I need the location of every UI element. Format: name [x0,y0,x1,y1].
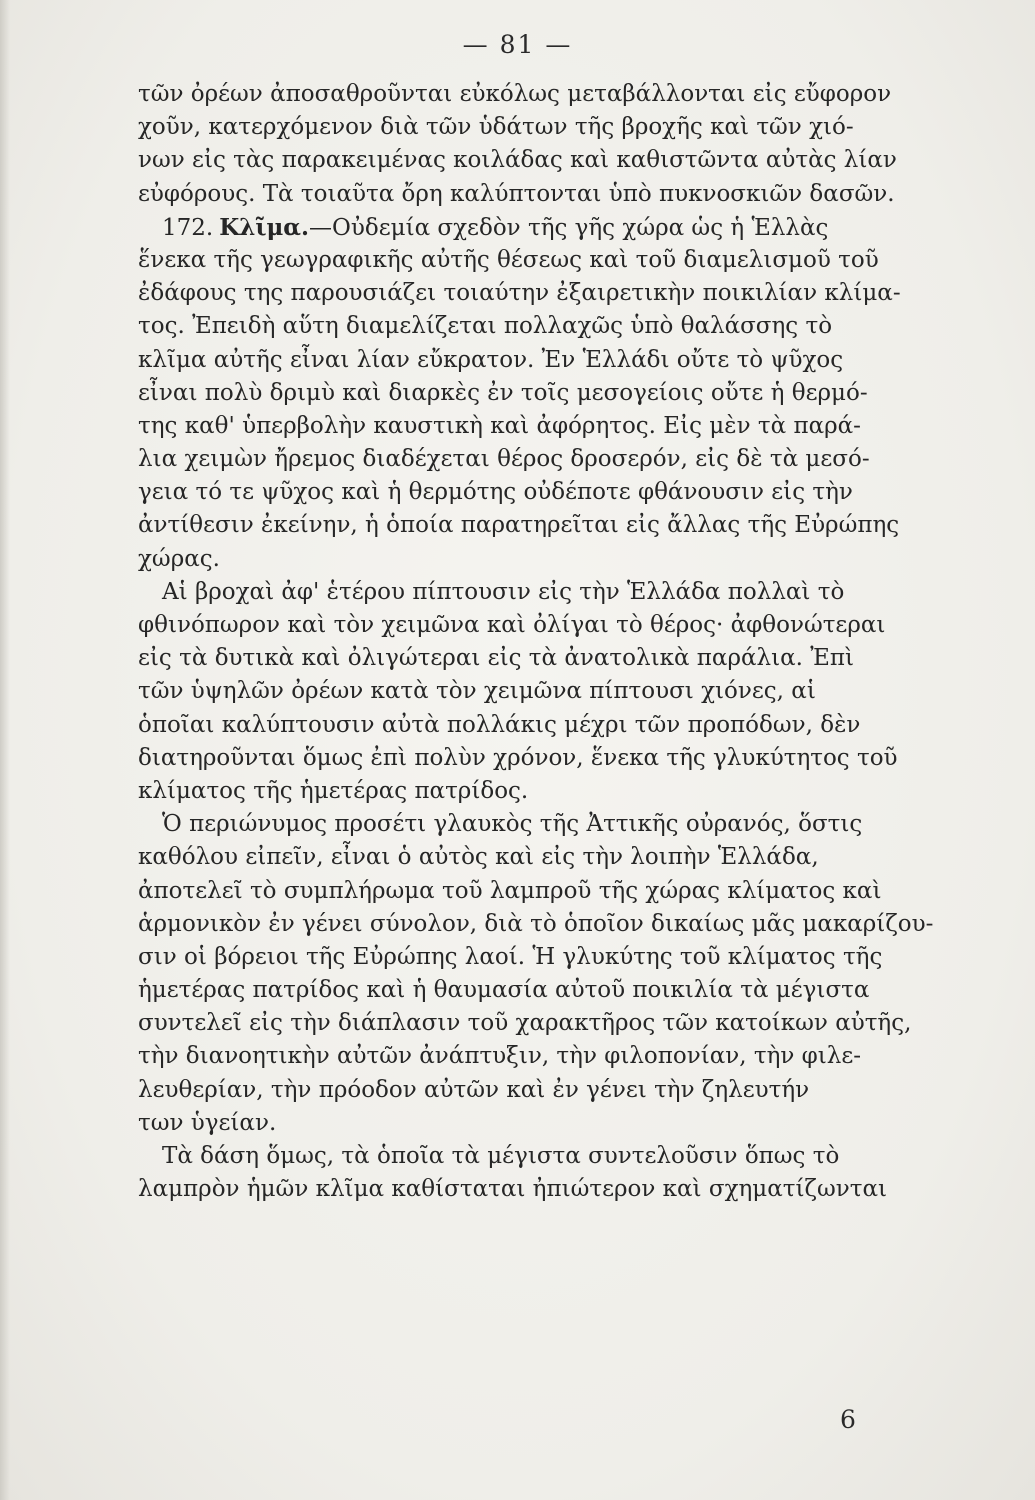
paragraph-start-line: Αἱ βροχαὶ ἀφ' ἑτέρου πίπτουσιν εἰς τὴν Ἑλλάδα πολλαὶ τὸ [162,578,845,605]
section-number: 172. [162,214,214,241]
text-line: λαμπρὸν ἡμῶν κλῖμα καθίσταται ἠπιώτερον καὶ σχηματίζωνται [138,1176,888,1203]
text-line: λια χειμὼν ἤρεμος διαδέχεται θέρος δροσερόν, εἰς δὲ τὰ μεσό- [138,446,870,473]
text-line: φθινόπωρον καὶ τὸν χειμῶνα καὶ ὀλίγαι τὸ θέρος· ἀφθονώτεραι [138,612,886,638]
paragraph-start-line: Τὰ δάση ὅμως, τὰ ὁποῖα τὰ μέγιστα συντελοῦσιν ὅπως τὸ [162,1143,840,1169]
text-line: ἀντίθεσιν ἐκείνην, ἡ ὁποία παρατηρεῖται εἰς ἄλλας τῆς Εὐρώπης [138,512,900,539]
text-line: γεια τό τε ψῦχος καὶ ἡ θερμότης οὐδέποτε φθάνουσιν εἰς τὴν [138,479,853,506]
text-line: κλίματος τῆς ἡμετέρας πατρίδος. [138,777,529,804]
paragraph-start-line: Ὁ περιώνυμος προσέτι γλαυκὸς τῆς Ἀττικῆς οὐρανός, ὅστις [162,811,863,838]
section-title: Κλῖμα. [219,213,310,241]
text-line: εἶναι πολὺ δριμὺ καὶ διαρκὲς ἐν τοῖς μεσογείοις οὔτε ἡ θερμό- [138,379,868,406]
section-lead-text: —Οὐδεμία σχεδὸν τῆς γῆς χώρα ὡς ἡ Ἑλλὰς [309,214,829,241]
text-line: ἕνεκα τῆς γεωγραφικῆς αὐτῆς θέσεως καὶ τοῦ διαμελισμοῦ τοῦ [138,246,879,273]
text-line: ὁποῖαι καλύπτουσιν αὐτὰ πολλάκις μέχρι τῶν προπόδων, δὲν [138,711,861,738]
text-line: διατηροῦνται ὅμως ἐπὶ πολὺν χρόνον, ἕνεκα τῆς γλυκύτητος τοῦ [138,744,898,771]
text-line: σιν οἱ βόρειοι τῆς Εὐρώπης λαοί. Ἡ γλυκύτης τοῦ κλίματος τῆς [138,943,883,970]
text-line: λευθερίαν, τὴν πρόοδον αὐτῶν καὶ ἐν γένει τὴν ζηλευτήν [138,1076,810,1103]
text-line: κλῖμα αὐτῆς εἶναι λίαν εὔκρατον. Ἐν Ἑλλάδι οὔτε τὸ ψῦχος [138,346,844,373]
text-line: συντελεῖ εἰς τὴν διάπλασιν τοῦ χαρακτῆρος τῶν κατοίκων αὐτῆς, [138,1010,912,1037]
body-text [138,78,938,1206]
text-line: ἡμετέρας πατρίδος καὶ ἡ θαυμασία αὐτοῦ ποικιλία τὰ μέγιστα [138,977,870,1004]
signature-mark: 6 [840,1405,856,1434]
text-line: τῶν ὑψηλῶν ὀρέων κατὰ τὸν χειμῶνα πίπτουσι χιόνες, αἱ [138,678,816,705]
text-line: της καθ' ὑπερβολὴν καυστικὴ καὶ ἀφόρητος. Εἰς μὲν τὰ παρά- [138,412,861,439]
page-edge-shadow [0,0,10,1500]
text-line: νων εἰς τὰς παρακειμένας κοιλάδας καὶ καθιστῶντα αὐτὰς λίαν [138,147,897,174]
text-line: των ὑγείαν. [138,1109,277,1136]
text-line: ἀποτελεῖ τὸ συμπλήρωμα τοῦ λαμπροῦ τῆς χώρας κλίματος καὶ [138,877,882,904]
text-line: εὐφόρους. Τὰ τοιαῦτα ὄρη καλύπτονται ὑπὸ πυκνοσκιῶν δασῶν. [138,180,895,207]
text-line: χοῦν, κατερχόμενον διὰ τῶν ὑδάτων τῆς βροχῆς καὶ τῶν χιό- [138,114,854,141]
text-line: ἁρμονικὸν ἐν γένει σύνολον, διὰ τὸ ὁποῖον δικαίως μᾶς μακαρίζου- [138,910,934,937]
text-line: χώρας. [138,545,220,572]
text-line: εἰς τὰ δυτικὰ καὶ ὀλιγώτεραι εἰς τὰ ἀνατολικὰ παράλια. Ἐπὶ [138,645,855,672]
text-line: τῶν ὀρέων ἀποσαθροῦνται εὐκόλως μεταβάλλονται εἰς εὔφορον [138,81,892,107]
text-line: τος. Ἐπειδὴ αὕτη διαμελίζεται πολλαχῶς ὑπὸ θαλάσσης τὸ [138,313,833,340]
text-line: καθόλου εἰπεῖν, εἶναι ὁ αὐτὸς καὶ εἰς τὴν λοιπὴν Ἑλλάδα, [138,844,819,871]
section-heading-line [138,211,938,244]
text-line: τὴν διανοητικὴν αὐτῶν ἀνάπτυξιν, τὴν φιλοπονίαν, τὴν φιλε- [138,1043,862,1070]
page-number: — 81 — [462,30,573,59]
text-line: ἐδάφους της παρουσιάζει τοιαύτην ἐξαιρετικὴν ποικιλίαν κλίμα- [138,280,901,307]
